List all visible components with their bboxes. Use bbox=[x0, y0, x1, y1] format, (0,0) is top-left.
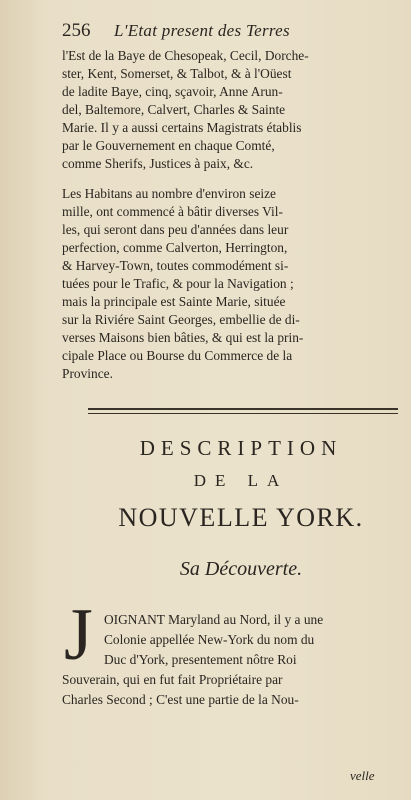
catchword: velle bbox=[350, 768, 375, 783]
text-line: OIGNANT Maryland au Nord, il y a une bbox=[104, 612, 324, 627]
page-number: 256 bbox=[62, 20, 91, 41]
text-line: les, qui seront dans peu d'années dans leur bbox=[62, 222, 289, 237]
page-header bbox=[62, 20, 402, 42]
drop-cap: J bbox=[64, 594, 93, 676]
text-line: par le Gouvernement en chaque Comté, bbox=[62, 138, 275, 153]
text-line: tuées pour le Trafic, & pour la Navigation ; bbox=[62, 276, 294, 291]
heading-description: DESCRIPTION bbox=[139, 436, 343, 460]
text-line: Duc d'York, presentement nôtre Roi bbox=[104, 652, 297, 667]
text-line: l'Est de la Baye de Chesopeak, Cecil, Dorche- bbox=[62, 48, 309, 63]
text-line: Souverain, qui en fut fait Propriétaire par bbox=[62, 672, 283, 687]
section-divider-thin bbox=[88, 413, 398, 414]
text-line: sur la Riviére Saint Georges, embellie de di- bbox=[62, 312, 300, 327]
text-line: perfection, comme Calverton, Herrington, bbox=[62, 240, 288, 255]
heading-de-la: DE LA bbox=[193, 471, 289, 490]
heading-nouvelle-york: NOUVELLE YORK. bbox=[118, 503, 364, 532]
text-line: verses Maisons bien bâties, & qui est la prin- bbox=[62, 330, 304, 345]
text-line: del, Baltemore, Calvert, Charles & Sainte bbox=[62, 102, 286, 117]
text-line: cipale Place ou Bourse du Commerce de la bbox=[62, 348, 293, 363]
text-line: comme Sherifs, Justices à paix, &c. bbox=[62, 156, 254, 171]
text-line: Colonie appellée New-York du nom du bbox=[104, 632, 315, 647]
text-line: & Harvey-Town, toutes commodément si- bbox=[62, 258, 289, 273]
text-line: Marie. Il y a aussi certains Magistrats établis bbox=[62, 120, 302, 135]
text-line: Les Habitans au nombre d'environ seize bbox=[62, 186, 276, 201]
section-divider bbox=[88, 408, 398, 410]
text-line: Province. bbox=[62, 366, 113, 381]
running-title: L'Etat present des Terres bbox=[114, 21, 290, 40]
text-line: de ladite Baye, cinq, sçavoir, Anne Arun- bbox=[62, 84, 283, 99]
subtitle-decouverte: Sa Découverte. bbox=[179, 558, 303, 580]
text-line: ster, Kent, Somerset, & Talbot, & à l'Oüest bbox=[62, 66, 292, 81]
text-line: mais la principale est Sainte Marie, située bbox=[62, 294, 286, 309]
text-line: mille, ont commencé à bâtir diverses Vil- bbox=[62, 204, 283, 219]
text-line: Charles Second ; C'est une partie de la Nou- bbox=[62, 692, 299, 707]
